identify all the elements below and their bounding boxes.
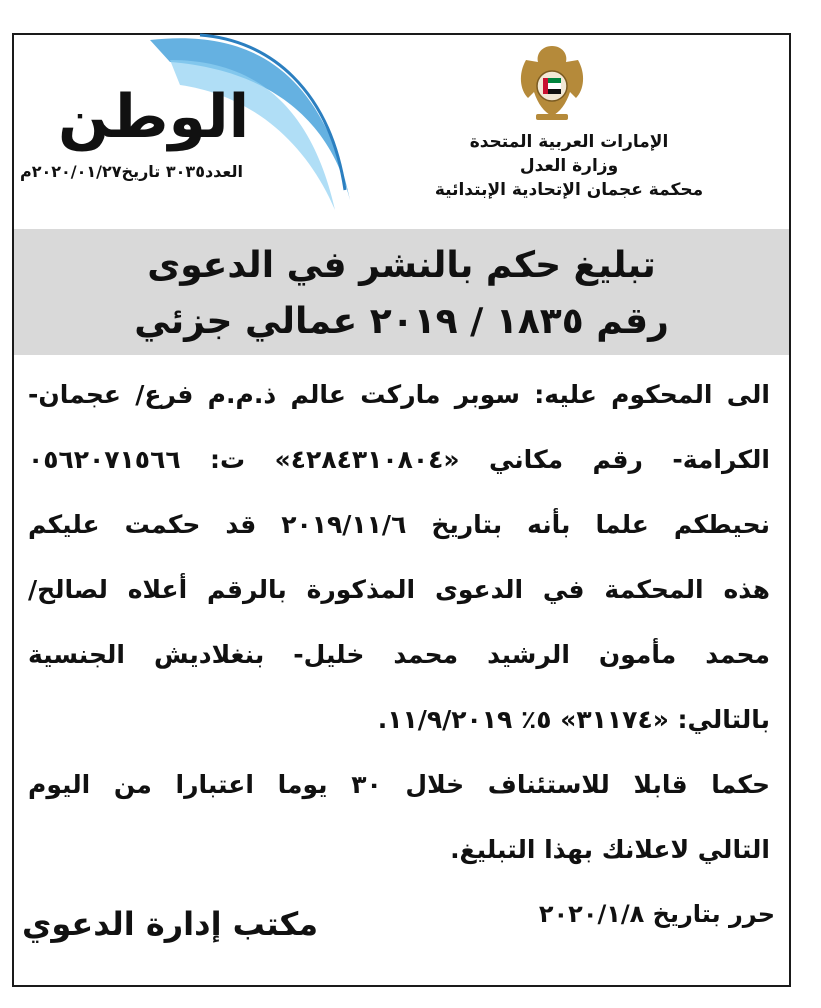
body-line: بالتالي: «٣١١٧٤» ٥٪ ١١/٩/٢٠١٩. [377, 705, 770, 734]
notice-title: تبليغ حكم بالنشر في الدعوى [147, 245, 656, 286]
issuing-office: مكتب إدارة الدعوي [22, 905, 319, 943]
case-number: رقم ١٨٣٥ / ٢٠١٩ عمالي جزئي [134, 301, 669, 342]
government-header [399, 130, 739, 202]
body-line: نحيطكم علما بأنه بتاريخ ٢٠١٩/١١/٦ قد حكمت عليكم [28, 510, 770, 539]
country-name: الإمارات العربية المتحدة [469, 132, 669, 152]
uae-emblem-icon [512, 40, 592, 125]
body-line: حكما قابلا للاستئناف خلال ٣٠ يوما اعتبارا من اليوم [28, 770, 770, 799]
body-line: محمد مأمون الرشيد محمد خليل- بنغلاديش الجنسية [28, 640, 770, 669]
newspaper-logo: الوطن [58, 82, 250, 152]
body-line: الى المحكوم عليه: سوبر ماركت عالم ذ.م.م فرع/ عجمان- [28, 380, 770, 409]
body-line: التالي لاعلانك بهذا التبليغ. [450, 835, 770, 864]
body-line: هذه المحكمة في الدعوى المذكورة بالرقم أعلاه لصالح/ [28, 575, 770, 604]
issued-date: حرر بتاريخ ٢٠٢٠/١/٨ [538, 900, 775, 928]
notice-body [28, 370, 770, 890]
issue-line: العدد٣٠٣٥ تاريخ٢٠٢٠/٠١/٢٧م [20, 162, 243, 181]
court-name: محكمة عجمان الإتحادية الإبتدائية [434, 180, 704, 200]
body-line: الكرامة- رقم مكاني «٤٢٨٤٣١٠٨٠٤» ت: ٠٥٦٢٠٧١٥٦٦ [28, 445, 771, 474]
title-banner [14, 229, 789, 355]
ministry-name: وزارة العدل [519, 156, 619, 176]
